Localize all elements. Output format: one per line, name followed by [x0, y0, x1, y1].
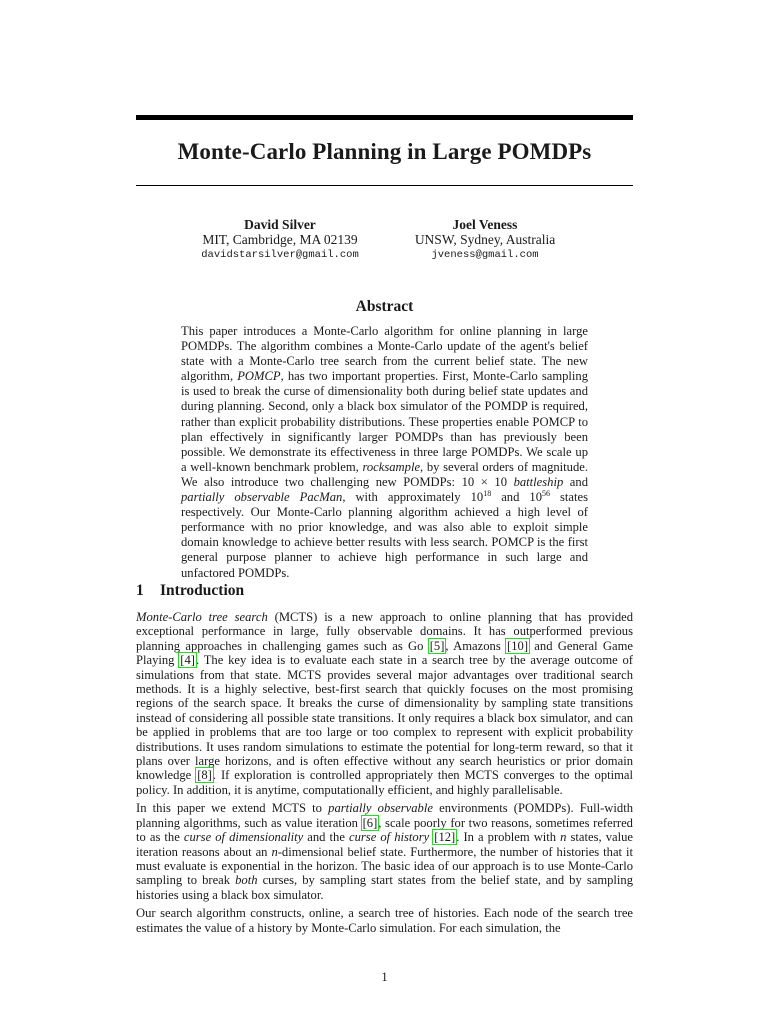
- citation-link[interactable]: [4]: [180, 653, 195, 668]
- citation-link[interactable]: [10]: [507, 638, 529, 653]
- abstract-text: [181, 324, 588, 581]
- text-segment: curse of history: [349, 830, 430, 845]
- math-variable: n: [560, 830, 567, 845]
- section-title: Introduction: [160, 582, 245, 599]
- paragraph: [136, 906, 633, 935]
- author-email: jveness@gmail.com: [431, 249, 539, 261]
- abstract-text-segment: POMCP: [237, 369, 281, 384]
- section-heading: [136, 582, 244, 600]
- text-segment: -dimensional belief state. Furthermore, the number of histories that it must evaluate is exponential in the horizon. The basic idea of our approach is to use Monte-Carlo sampling to break: [136, 844, 633, 888]
- abstract-text-segment: , by several orders of magnitude. We also introduce two challenging new POMDPs: 10 × 10: [181, 459, 589, 489]
- paragraph: [136, 610, 633, 797]
- math-variable: n: [271, 844, 278, 859]
- abstract-heading: Abstract: [355, 298, 414, 315]
- title-top-rule: [136, 115, 633, 120]
- text-segment: Monte-Carlo tree search: [136, 610, 268, 624]
- author-affiliation: MIT, Cambridge, MA 02139: [202, 231, 358, 247]
- text-segment: In this paper we extend MCTS to: [136, 801, 329, 816]
- citation-link[interactable]: [12]: [434, 830, 456, 845]
- abstract-text-segment: rocksample: [362, 459, 421, 474]
- text-segment: and the: [303, 830, 349, 845]
- citation-link[interactable]: [8]: [197, 768, 212, 783]
- body-text: [136, 610, 633, 939]
- abstract-text-segment: , with approximately 10: [342, 490, 484, 505]
- author-name: Joel Veness: [452, 217, 518, 232]
- author-affiliation: UNSW, Sydney, Australia: [414, 231, 556, 247]
- abstract-text-segment: states respectively. Our Monte-Carlo planning algorithm achieved a high level of performance with no prior knowledge, and was also able to exploit simple domain knowledge to achieve better results with less search. POMCP is the first general purpose planner to achieve high performance in such large and unfactored POMDPs.: [181, 490, 588, 580]
- abstract-text-segment: and: [563, 474, 588, 489]
- author-name: David Silver: [244, 217, 316, 232]
- title-bottom-rule: [136, 185, 633, 186]
- text-segment: and General Game Playing: [136, 638, 633, 668]
- citation-link[interactable]: [5]: [429, 638, 445, 653]
- abstract-exponent: 18: [483, 488, 492, 498]
- text-segment: Our search algorithm constructs, online, a search tree of histories. Each node of the search tree estimates the value of a history by Monte-Carlo simulation. For each simulation, the: [136, 906, 633, 935]
- abstract-text-segment: This paper introduces a Monte-Carlo algorithm for online planning in large POMDPs. The algorithm combines a Monte-Carlo update of the agent's belief state with a Monte-Carlo tree search from the current belief state. The new algorithm,: [181, 324, 588, 384]
- page-number: 1: [381, 970, 388, 984]
- text-segment: states, value iteration reasons about an: [136, 830, 633, 859]
- text-segment: . If exploration is controlled appropriately then MCTS converges to the optimal policy. In addition, it is anytime, computationally efficient, and highly parallelisable.: [136, 768, 634, 797]
- text-segment: . In a problem with: [456, 830, 561, 845]
- text-segment: curse of dimensionality: [183, 830, 304, 845]
- text-segment: . The key idea is to evaluate each state in a search tree by the average outcome of simulations from that state. MCTS provides several major advantages over traditional search methods. It is a highly selective, best-first search that quickly focuses on the most promising regions of the search space. It breaks the curse of dimensionality by sampling state transitions instead of considering all possible state transitions. It only requires a black box simulator, and can be applied in problems that are too large or too complex to represent with explicit probability distributions. It uses random simulations to estimate the potential for long-term reward, so that it plans over large horizons, and is often effective without any search heuristics or prior domain knowledge: [136, 653, 633, 783]
- author-block: [400, 218, 570, 263]
- author-email: davidstarsilver@gmail.com: [201, 249, 359, 261]
- abstract-text-segment: battleship: [513, 474, 564, 489]
- text-segment: (MCTS) is a new approach to online planning that has provided exceptional performance in large, fully observable domains. It has outperformed previous planning approaches in challenging games such as Go: [136, 610, 633, 653]
- text-segment: curses, by sampling start states from the belief state, and by sampling histories using a black box simulator.: [136, 873, 633, 902]
- section-number: 1: [136, 582, 144, 599]
- text-segment: , Amazons: [445, 638, 507, 653]
- text-segment: partially observable: [328, 801, 433, 816]
- abstract-text-segment: , has two important properties. First, Monte-Carlo sampling is used to break the curse of dimensionality both during belief state updates and during planning. Second, only a black box simulator of the POMDP is required, rather than explicit probability distributions. These properties enable POMCP to plan effectively in significantly larger POMDPs than has previously been possible. We demonstrate its effectiveness in three large POMDPs. We scale up a well-known benchmark problem,: [181, 369, 589, 474]
- abstract-exponent: 56: [542, 488, 550, 498]
- paragraph: [136, 801, 633, 902]
- paper-title: Monte-Carlo Planning in Large POMDPs: [177, 139, 592, 164]
- text-segment: both: [235, 873, 258, 888]
- text-segment: environments (POMDPs). Full-width planning algorithms, such as value iteration: [136, 801, 633, 830]
- text-segment: , scale poorly for two reasons, sometimes referred to as the: [136, 815, 633, 845]
- author-block: [180, 218, 380, 263]
- abstract-text-segment: and 10: [491, 490, 542, 505]
- abstract-text-segment: partially observable PacMan: [181, 490, 343, 505]
- citation-link[interactable]: [6]: [362, 815, 378, 830]
